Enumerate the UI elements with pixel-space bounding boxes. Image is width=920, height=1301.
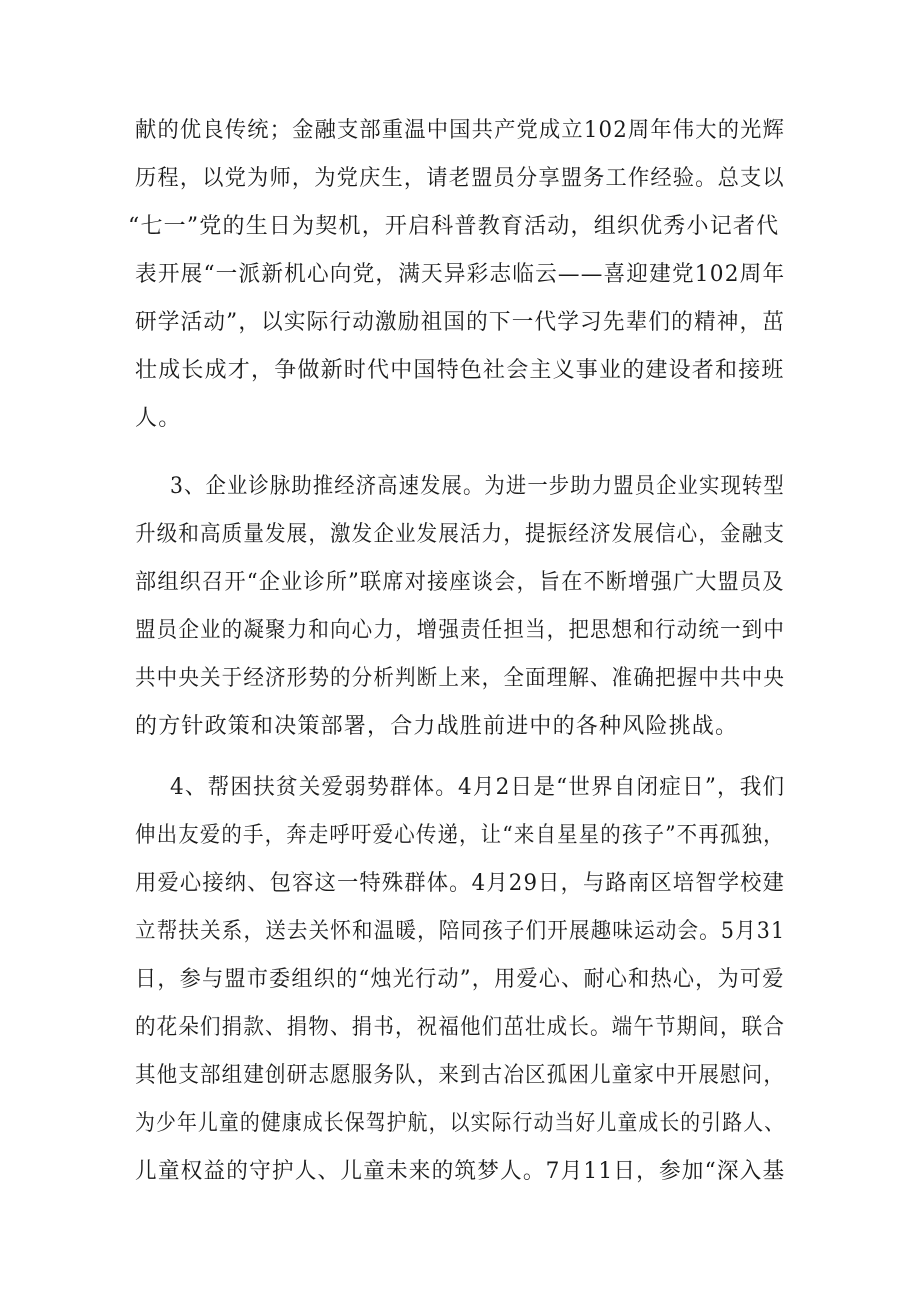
text-line: 3、企业诊脉助推经济高速发展。为进一步助力盟员企业实现转型 <box>170 474 785 499</box>
text-line: 的花朵们捐款、捐物、捐书，祝福他们茁壮成长。端午节期间，联合 <box>135 1015 786 1040</box>
text-line: 表开展“一派新机心向党，满天异彩志临云——喜迎建党102周年 <box>135 262 786 287</box>
text-line: 的方针政策和决策部署，合力战胜前进中的各种风险挑战。 <box>135 714 739 739</box>
text-line: 盟员企业的凝聚力和向心力，增强责任担当，把思想和行动统一到中 <box>135 618 786 643</box>
text-line: 壮成长成才，争做新时代中国特色社会主义事业的建设者和接班 <box>135 358 785 383</box>
text-line: 献的优良传统；金融支部重温中国共产党成立102周年伟大的光辉 <box>135 118 786 143</box>
text-line: 儿童权益的守护人、儿童未来的筑梦人。7月11日，参加“深入基 <box>135 1159 786 1184</box>
text-line: 历程，以党为师，为党庆生，请老盟员分享盟务工作经验。总支以 <box>135 166 785 191</box>
text-line: 立帮扶关系，送去关怀和温暖，陪同孩子们开展趣味运动会。5月31 <box>135 919 786 944</box>
text-line: 日，参与盟市委组织的“烛光行动”，用爱心、耐心和热心，为可爱 <box>135 967 785 992</box>
text-line: 升级和高质量发展，激发企业发展活力，提振经济发展信心，金融支 <box>135 522 786 547</box>
text-line: 伸出友爱的手，奔走呼吁爱心传递，让“来自星星的孩子”不再孤独， <box>135 823 785 848</box>
text-line: 其他支部组建创研志愿服务队，来到古冶区孤困儿童家中开展慰问， <box>135 1063 786 1088</box>
text-line: 共中央关于经济形势的分析判断上来，全面理解、准确把握中共中央 <box>135 666 786 691</box>
text-line: “七一”党的生日为契机，开启科普教育活动，组织优秀小记者代 <box>128 214 780 239</box>
text-line: 部组织召开“企业诊所”联席对接座谈会，旨在不断增强广大盟员及 <box>135 570 785 595</box>
text-line: 4、帮困扶贫关爱弱势群体。4月2日是“世界自闭症日”，我们 <box>170 775 786 800</box>
text-line: 为少年儿童的健康成长保驾护航，以实际行动当好儿童成长的引路人、 <box>135 1111 786 1136</box>
text-line: 人。 <box>135 406 182 431</box>
text-line: 用爱心接纳、包容这一特殊群体。4月29日，与路南区培智学校建 <box>135 871 786 896</box>
text-line: 研学活动”，以实际行动激励祖国的下一代学习先辈们的精神，茁 <box>135 310 786 335</box>
